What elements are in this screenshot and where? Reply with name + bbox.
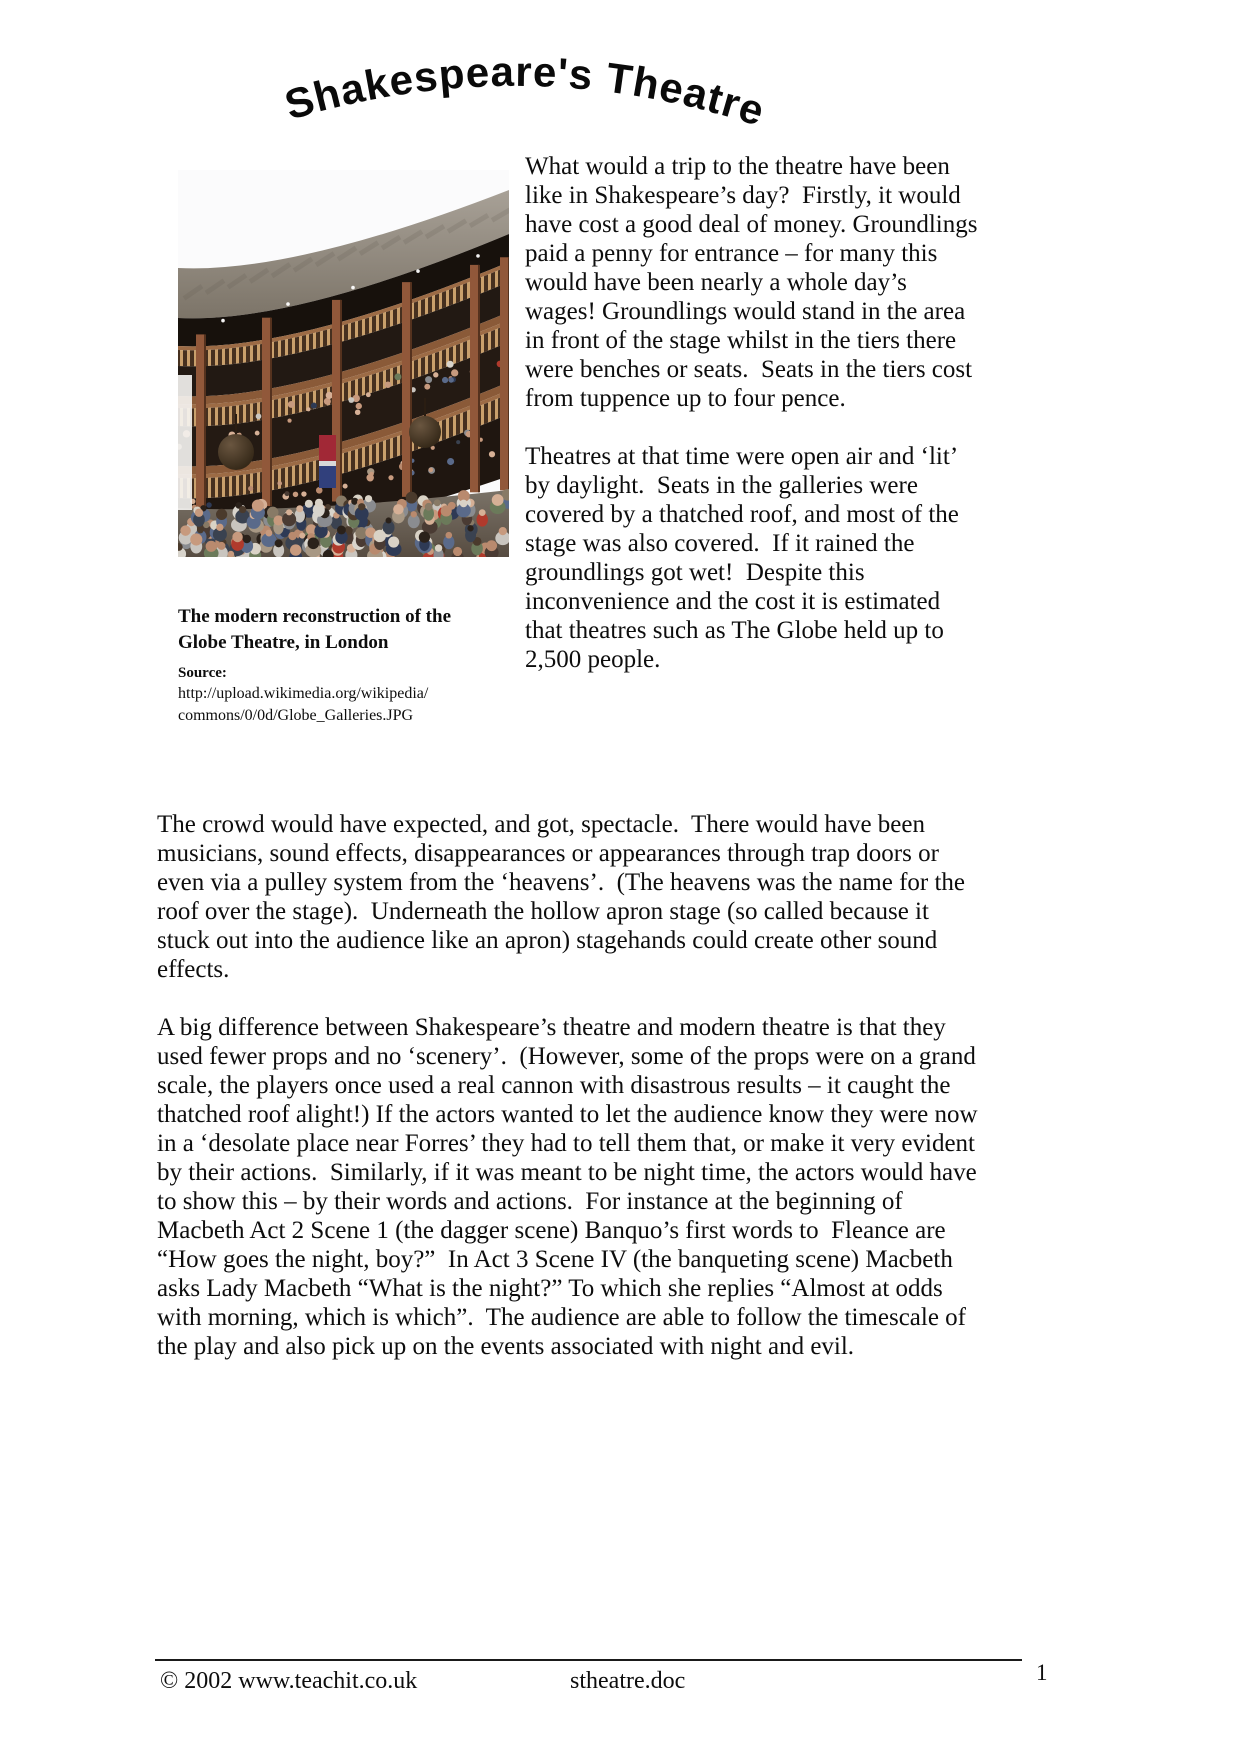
page-title: Shakespeare's Theatre	[279, 47, 771, 135]
photo-source-label: Source:	[178, 665, 227, 681]
full-width-text	[157, 810, 984, 1361]
photo-source-url-line2: commons/0/0d/Globe_Galleries.JPG	[178, 707, 414, 724]
photo-caption: The modern reconstruction of the Globe Theatre, in London	[178, 606, 452, 653]
page-title-wordart	[262, 36, 802, 156]
footer-divider	[155, 1659, 1022, 1661]
footer-filename: stheatre.doc	[570, 1668, 686, 1694]
paragraph-props: A big difference between Shakespeare’s theatre and modern theatre is that they used fewer props and no ‘scenery’. (However, some of the props were on a grand scale, the players once used a real cannon with disastrous results – it caught the thatched roof alight!) If the actors wanted to let the audience know they were now in a ‘desolate place near Forres’ they had to tell them that, or make it very evident by their actions. Similarly, if it was meant to be night time, the actors would have to show this – by their words and actions. For instance at the beginning of Macbeth Act 2 Scene 1 (the dagger scene) Banquo’s first words to Fleance are “How goes the night, boy?” In Act 3 Scene IV (the banqueting scene) Macbeth asks Lady Macbeth “What is the night?” To which she replies “Almost at odds with morning, which is which”. The audience are able to follow the timescale of the play and also pick up on the events associated with night and evil.	[157, 1014, 984, 1360]
photo-source-url-line1: http://upload.wikimedia.org/wikipedia/	[178, 685, 429, 702]
footer-copyright: © 2002 www.teachit.co.uk	[160, 1668, 418, 1694]
paragraph-open-air: Theatres at that time were open air and ‘lit’ by daylight. Seats in the galleries were covered by a thatched roof, and most of the stage was also covered. If it rained the groundlings got wet! Despite this inconvenience and the cost it is estimated that theatres such as The Globe held up to 2,500 people.	[525, 443, 966, 673]
paragraph-spectacle: The crowd would have expected, and got, spectacle. There would have been musicians, sound effects, disappearances or appearances through trap doors or even via a pulley system from the ‘heavens’. (The heavens was the name for the roof over the stage). Underneath the hollow apron stage (so called because it stuck out into the audience like an apron) stagehands could create other sound effects.	[157, 811, 972, 983]
paragraph-cost: What would a trip to the theatre have been like in Shakespeare’s day? Firstly, it would have cost a good deal of money. Groundlings paid a penny for entrance – for many this would have been nearly a whole day’s wages! Groundlings would stand in the area in front of the stage whilst in the tiers there were benches or seats. Seats in the tiers cost from tuppence up to four pence.	[525, 153, 984, 412]
globe-theatre-photo	[178, 170, 509, 557]
photo-caption-block	[178, 604, 490, 727]
right-text-column	[525, 152, 984, 674]
footer-page-number: 1	[1036, 1660, 1048, 1685]
